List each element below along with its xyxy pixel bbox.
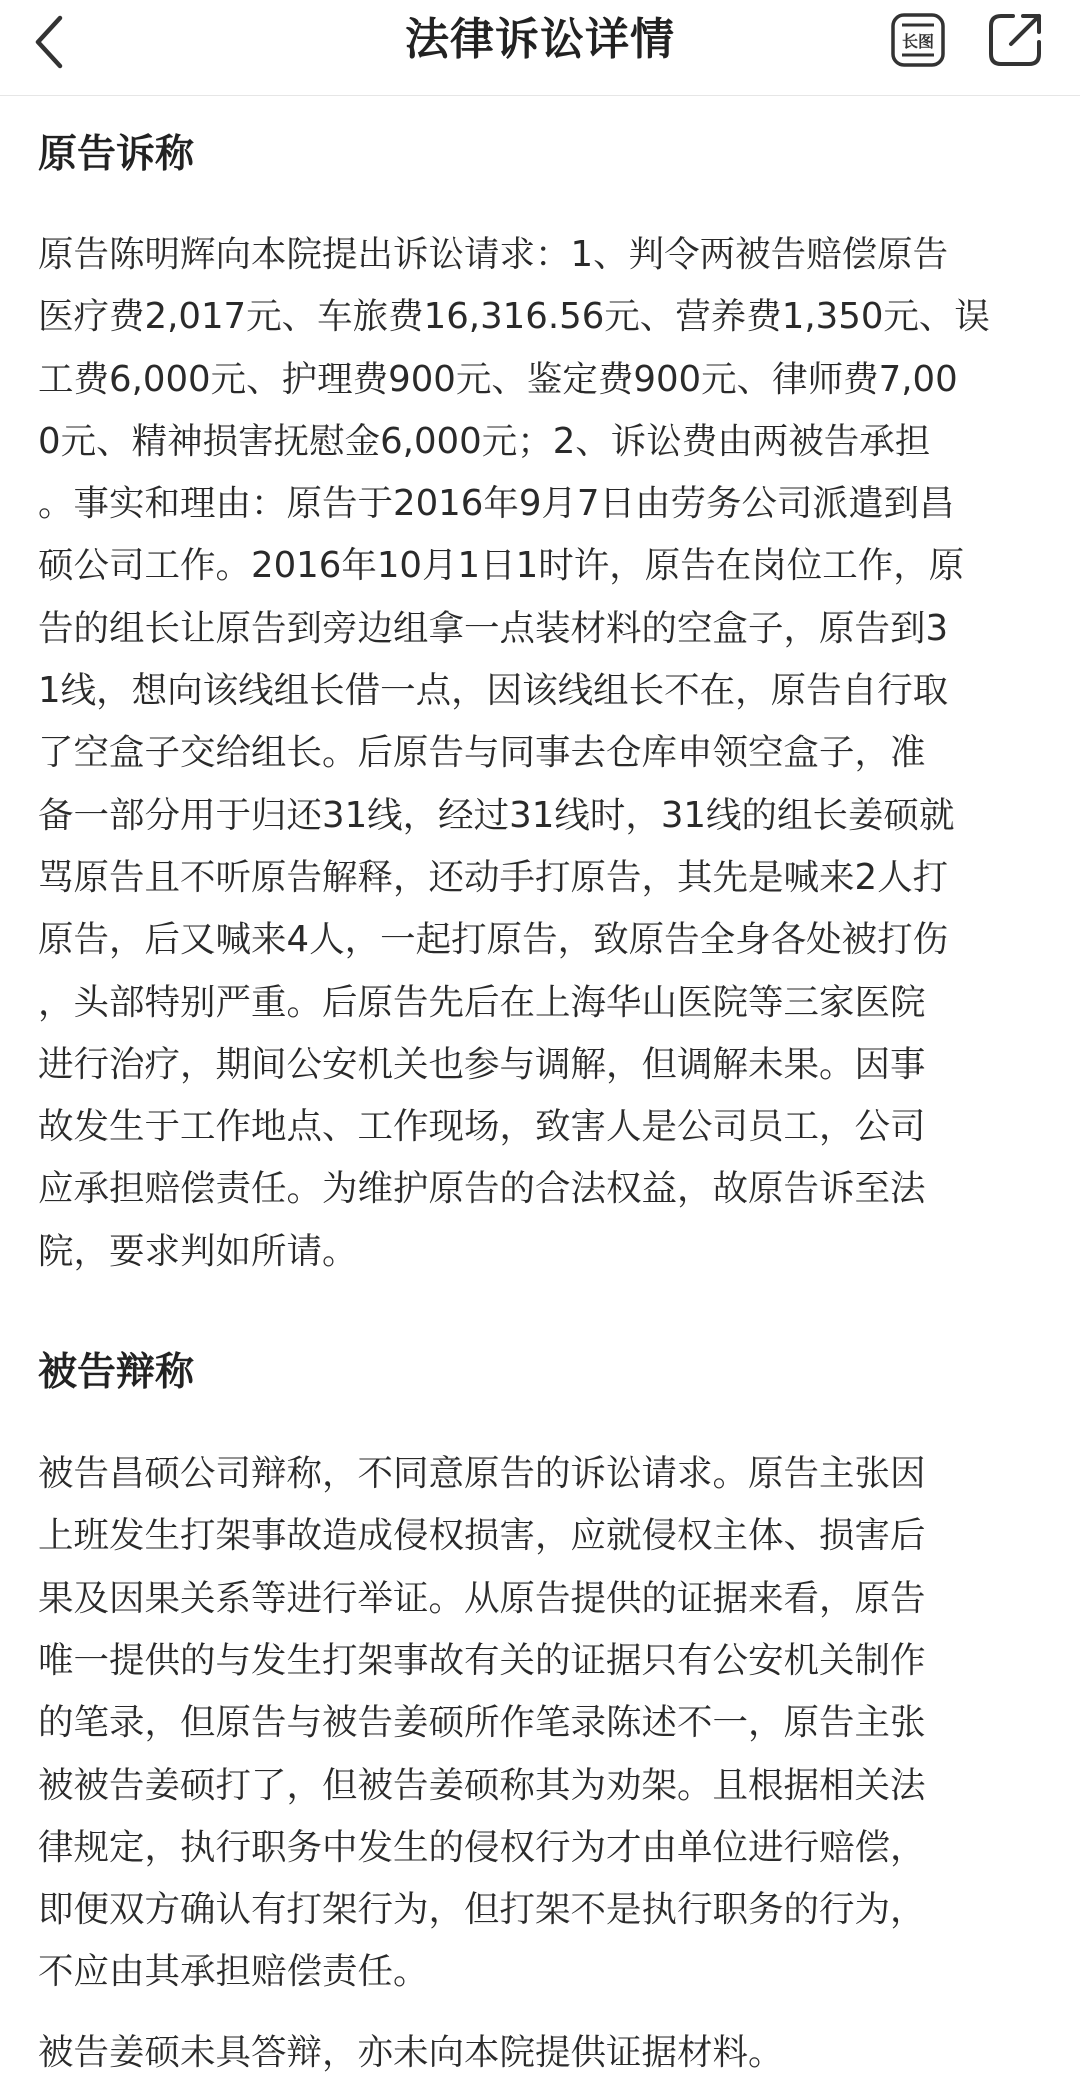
chevron-left-icon <box>26 12 86 72</box>
long-image-label: 长图 <box>901 32 935 51</box>
long-image-icon <box>888 10 948 70</box>
long-image-button[interactable] <box>888 10 948 70</box>
plaintiff-claim-text: 原告陈明辉向本院提出诉讼请求：1、判令两被告赔偿原告 医疗费2,017元、车旅费16,316.56元、营养费1,350元、误 工费6,000元、护理费900元、鉴定费900元、律师费7,00 0元、精神损害抚慰金6,000元；2、诉讼费由两被告承担 。事实和理由：原告于2016年9月7日由劳务公司派遣到昌 硕公司工作。2016年10月1日1时许，原告在岗位工作，原 告的组长让原告到旁边组拿一点装材料的空盒子，原告到3 1线，想向该线组长借一点，因该线组长不在，原告自行取 了空盒子交给组长。后原告与同事去仓库申领空盒子，准 备一部分用于归还31线，经过31线时，31线的组长姜硕就 骂原告且不听原告解释，还动手打原告，其先是喊来2人打 原告，后又喊来4人，一起打原告，致原告全身各处被打伤 ，头部特别严重。后原告先后在上海华山医院等三家医院 进行治疗，期间公安机关也参与调解，但调解未果。因事 故发生于工作地点、工作现场，致害人是公司员工，公司 应承担赔偿责任。为维护原告的合法权益，故原告诉至法 院，要求判如所请。 <box>38 234 990 1272</box>
top-navigation-bar <box>0 0 1080 96</box>
back-button[interactable] <box>26 12 86 72</box>
page-title: 法律诉讼详情 <box>405 14 675 65</box>
share-icon <box>985 8 1047 70</box>
defendant-defense-text-2: 被告姜硕未具答辩，亦未向本院提供证据材料。 <box>38 2031 784 2073</box>
defendant-defense-text: 被告昌硕公司辩称，不同意原告的诉讼请求。原告主张因 上班发生打架事故造成侵权损害，应就侵权主体、损害后 果及因果关系等进行举证。从原告提供的证据来看，原告 唯一提供的与发生打架事故有关的证据只有公安机关制作 的笔录，但原告与被告姜硕所作笔录陈述不一，原告主张 被被告姜硕打了，但被告姜硕称其为劝架。且根据相关法 律规定，执行职务中发生的侵权行为才由单位进行赔偿， 即便双方确认有打架行为，但打架不是执行职务的行为， 不应由其承担赔偿责任。 <box>38 1453 926 1993</box>
share-button[interactable] <box>985 8 1047 70</box>
plaintiff-claim-title: 原告诉称 <box>38 132 195 177</box>
defendant-defense-title: 被告辩称 <box>38 1350 195 1396</box>
detail-content <box>38 95 1048 2084</box>
